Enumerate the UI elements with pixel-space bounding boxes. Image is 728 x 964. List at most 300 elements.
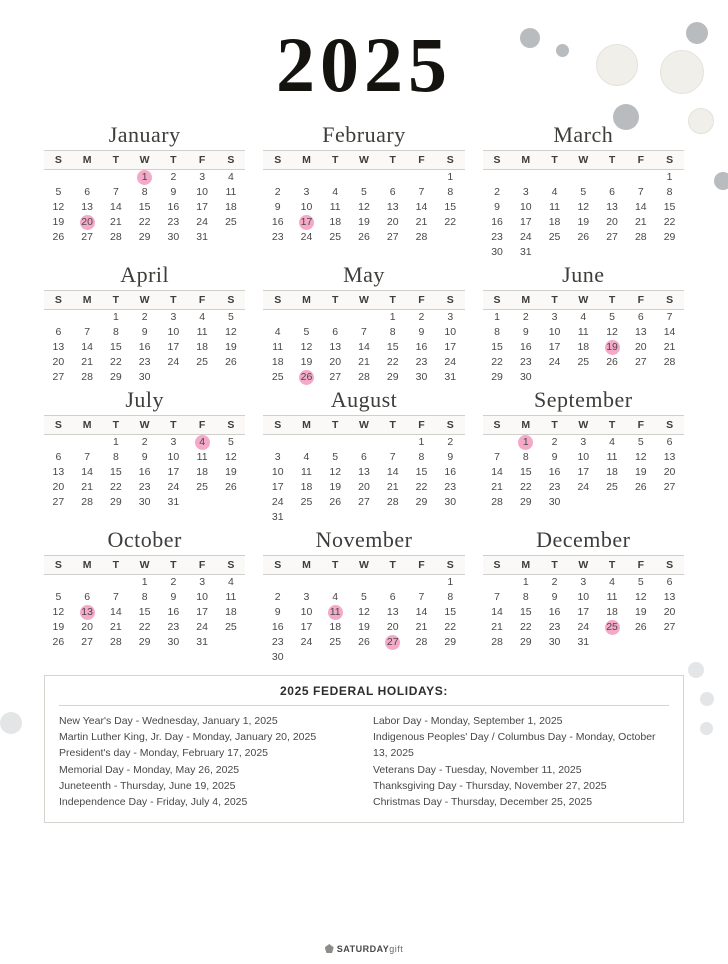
day-number: 22 bbox=[444, 215, 457, 228]
day-number: 11 bbox=[577, 325, 589, 338]
confetti-gray-1 bbox=[520, 28, 540, 48]
weekday-header: M bbox=[511, 290, 540, 309]
day-cell bbox=[598, 230, 627, 245]
day-number: 21 bbox=[491, 620, 503, 633]
day-number: 11 bbox=[225, 185, 237, 198]
day-cell bbox=[130, 215, 159, 230]
day-number: 30 bbox=[167, 230, 180, 243]
day-cell bbox=[159, 355, 188, 370]
day-cell bbox=[188, 620, 217, 635]
day-number: 18 bbox=[271, 355, 284, 368]
day-cell bbox=[159, 325, 188, 340]
day-number: 28 bbox=[663, 355, 676, 368]
day-cell bbox=[378, 185, 407, 200]
day-cell-empty bbox=[263, 169, 292, 185]
day-number: 1 bbox=[112, 310, 119, 323]
day-cell bbox=[44, 635, 73, 650]
day-cell bbox=[263, 340, 292, 355]
day-cell bbox=[350, 185, 379, 200]
day-cell bbox=[598, 480, 627, 495]
day-number: 14 bbox=[110, 605, 122, 618]
day-number: 31 bbox=[577, 635, 590, 648]
day-cell-empty bbox=[569, 370, 598, 385]
day-number: 27 bbox=[52, 370, 65, 383]
day-cell bbox=[73, 620, 102, 635]
day-number: 5 bbox=[227, 435, 234, 448]
day-cell bbox=[569, 590, 598, 605]
day-cell bbox=[188, 309, 217, 325]
weekday-header: T bbox=[598, 150, 627, 169]
day-number: 4 bbox=[609, 575, 615, 588]
day-cell bbox=[102, 230, 131, 245]
day-cell bbox=[655, 480, 684, 495]
weekday-header: W bbox=[569, 415, 598, 434]
weekday-header: W bbox=[130, 555, 159, 574]
week-row bbox=[263, 635, 464, 650]
day-number: 7 bbox=[494, 450, 500, 463]
day-cell bbox=[217, 434, 246, 450]
day-number: 26 bbox=[300, 370, 313, 383]
day-cell-empty bbox=[217, 230, 246, 245]
day-number: 12 bbox=[52, 605, 65, 618]
day-cell bbox=[263, 200, 292, 215]
day-cell bbox=[626, 185, 655, 200]
day-cell bbox=[483, 620, 512, 635]
day-cell bbox=[159, 450, 188, 465]
day-number: 25 bbox=[548, 230, 561, 243]
weekday-header: T bbox=[321, 415, 350, 434]
weekday-header: M bbox=[73, 555, 102, 574]
day-cell bbox=[483, 215, 512, 230]
day-cell-empty bbox=[626, 245, 655, 260]
day-number: 14 bbox=[663, 325, 676, 338]
day-number: 5 bbox=[361, 590, 367, 603]
day-number: 1 bbox=[112, 435, 119, 448]
day-cell bbox=[598, 200, 627, 215]
day-cell bbox=[655, 355, 684, 370]
day-number: 19 bbox=[52, 215, 65, 228]
day-cell bbox=[350, 465, 379, 480]
day-number: 5 bbox=[609, 310, 615, 323]
day-number: 1 bbox=[518, 435, 533, 450]
day-number: 20 bbox=[634, 340, 647, 353]
day-number: 28 bbox=[415, 635, 428, 648]
day-number: 4 bbox=[227, 575, 234, 588]
day-cell bbox=[483, 185, 512, 200]
week-row bbox=[263, 370, 464, 385]
day-cell bbox=[350, 635, 379, 650]
day-cell bbox=[130, 620, 159, 635]
weekday-header: T bbox=[102, 555, 131, 574]
day-cell bbox=[102, 480, 131, 495]
federal-holidays-box bbox=[44, 675, 684, 824]
week-row bbox=[263, 325, 464, 340]
day-cell bbox=[436, 590, 465, 605]
holiday-item: Thanksgiving Day - Thursday, November 27, 2025 bbox=[373, 779, 607, 792]
day-cell bbox=[102, 215, 131, 230]
day-number: 25 bbox=[300, 495, 313, 508]
day-cell bbox=[263, 215, 292, 230]
day-cell bbox=[511, 309, 540, 325]
day-number: 27 bbox=[663, 480, 676, 493]
day-cell bbox=[350, 620, 379, 635]
day-cell bbox=[159, 185, 188, 200]
week-row bbox=[483, 480, 684, 495]
day-cell bbox=[436, 325, 465, 340]
day-cell bbox=[130, 370, 159, 385]
day-cell bbox=[655, 590, 684, 605]
day-cell bbox=[655, 185, 684, 200]
day-cell bbox=[569, 340, 598, 355]
day-cell bbox=[540, 185, 569, 200]
day-number: 13 bbox=[329, 340, 342, 353]
day-cell bbox=[350, 200, 379, 215]
day-number: 9 bbox=[494, 200, 500, 213]
day-cell bbox=[321, 480, 350, 495]
month-name: May bbox=[343, 261, 385, 287]
day-number: 27 bbox=[386, 635, 399, 648]
day-number: 14 bbox=[491, 465, 503, 478]
day-cell bbox=[102, 635, 131, 650]
day-number: 13 bbox=[663, 590, 676, 603]
day-number: 10 bbox=[548, 325, 561, 338]
day-number: 1 bbox=[494, 310, 500, 323]
day-number: 8 bbox=[141, 590, 148, 603]
day-number: 2 bbox=[522, 310, 529, 323]
day-number: 5 bbox=[303, 325, 310, 338]
holiday-item: President's day - Monday, February 17, 2025 bbox=[59, 747, 269, 760]
day-cell bbox=[130, 325, 159, 340]
day-cell bbox=[436, 169, 465, 185]
day-cell-holiday bbox=[598, 620, 627, 635]
weekday-header: S bbox=[655, 555, 684, 574]
day-number: 16 bbox=[415, 340, 428, 353]
day-cell bbox=[511, 325, 540, 340]
week-row bbox=[263, 185, 464, 200]
weekday-header: T bbox=[159, 290, 188, 309]
day-number: 4 bbox=[195, 435, 210, 450]
day-cell-empty bbox=[626, 169, 655, 185]
day-number: 17 bbox=[548, 340, 561, 353]
day-number: 18 bbox=[196, 465, 208, 478]
day-cell bbox=[73, 185, 102, 200]
day-cell bbox=[292, 325, 321, 340]
day-number: 30 bbox=[444, 495, 457, 508]
day-cell bbox=[159, 620, 188, 635]
day-cell-empty bbox=[540, 169, 569, 185]
day-cell bbox=[511, 355, 540, 370]
day-number: 26 bbox=[577, 230, 590, 243]
day-cell bbox=[217, 200, 246, 215]
week-row bbox=[44, 325, 245, 340]
day-cell bbox=[73, 230, 102, 245]
day-cell bbox=[407, 480, 436, 495]
week-row bbox=[44, 309, 245, 325]
day-cell bbox=[540, 434, 569, 450]
day-number: 8 bbox=[522, 450, 529, 463]
day-number: 20 bbox=[606, 215, 618, 228]
day-cell bbox=[130, 200, 159, 215]
day-number: 24 bbox=[196, 215, 208, 228]
weekday-header: W bbox=[350, 555, 379, 574]
day-cell bbox=[483, 370, 512, 385]
weekday-header: T bbox=[159, 150, 188, 169]
day-number: 30 bbox=[519, 370, 532, 383]
day-cell-empty bbox=[350, 650, 379, 665]
day-number: 27 bbox=[606, 230, 618, 243]
day-cell bbox=[378, 465, 407, 480]
day-cell bbox=[292, 355, 321, 370]
day-number: 5 bbox=[580, 185, 587, 198]
day-number: 7 bbox=[361, 325, 367, 338]
weekday-header: T bbox=[159, 415, 188, 434]
day-number: 31 bbox=[444, 370, 457, 383]
day-cell-empty bbox=[44, 169, 73, 185]
day-number: 3 bbox=[274, 450, 281, 463]
day-number: 6 bbox=[332, 325, 339, 338]
day-cell bbox=[511, 605, 540, 620]
day-number: 27 bbox=[81, 635, 93, 648]
day-cell bbox=[159, 215, 188, 230]
day-number: 30 bbox=[491, 245, 503, 258]
day-number: 21 bbox=[415, 620, 428, 633]
day-number: 18 bbox=[225, 605, 237, 618]
day-cell bbox=[569, 480, 598, 495]
day-cell bbox=[407, 620, 436, 635]
day-number: 27 bbox=[634, 355, 647, 368]
weekday-header: S bbox=[483, 290, 512, 309]
day-cell bbox=[483, 355, 512, 370]
day-cell-empty bbox=[378, 510, 407, 525]
day-number: 20 bbox=[81, 215, 93, 228]
day-cell bbox=[511, 480, 540, 495]
day-number: 26 bbox=[52, 635, 65, 648]
weekday-header: T bbox=[378, 290, 407, 309]
holiday-item: Christmas Day - Thursday, December 25, 2025 bbox=[373, 796, 593, 809]
day-number: 23 bbox=[491, 230, 503, 243]
day-number: 26 bbox=[634, 620, 647, 633]
day-cell bbox=[130, 605, 159, 620]
day-cell bbox=[263, 185, 292, 200]
day-cell bbox=[130, 590, 159, 605]
day-cell bbox=[263, 620, 292, 635]
day-cell bbox=[321, 450, 350, 465]
day-cell bbox=[292, 230, 321, 245]
day-cell bbox=[598, 434, 627, 450]
day-number: 17 bbox=[577, 465, 590, 478]
day-number: 12 bbox=[358, 605, 370, 618]
week-row bbox=[483, 230, 684, 245]
day-number: 19 bbox=[606, 340, 618, 353]
week-row bbox=[483, 355, 684, 370]
day-number: 24 bbox=[548, 355, 561, 368]
day-cell-empty bbox=[436, 230, 465, 245]
day-number: 19 bbox=[358, 215, 370, 228]
day-number: 15 bbox=[110, 465, 122, 478]
week-row bbox=[483, 215, 684, 230]
day-cell bbox=[102, 434, 131, 450]
day-cell-empty bbox=[292, 650, 321, 665]
week-row bbox=[483, 465, 684, 480]
day-cell-empty bbox=[350, 574, 379, 590]
day-cell bbox=[130, 450, 159, 465]
day-cell bbox=[407, 590, 436, 605]
day-number: 29 bbox=[138, 635, 151, 648]
day-cell bbox=[292, 635, 321, 650]
day-cell bbox=[321, 185, 350, 200]
day-number: 19 bbox=[577, 215, 590, 228]
day-cell-empty bbox=[378, 574, 407, 590]
day-cell-empty bbox=[378, 650, 407, 665]
day-number: 22 bbox=[491, 355, 503, 368]
day-number: 24 bbox=[444, 355, 457, 368]
week-row bbox=[263, 309, 464, 325]
week-row bbox=[483, 245, 684, 260]
day-number: 15 bbox=[663, 200, 676, 213]
day-cell bbox=[188, 480, 217, 495]
day-cell bbox=[130, 309, 159, 325]
day-number: 20 bbox=[52, 480, 65, 493]
day-cell bbox=[350, 480, 379, 495]
weekday-header: W bbox=[350, 150, 379, 169]
day-cell bbox=[483, 309, 512, 325]
day-cell bbox=[511, 340, 540, 355]
day-cell bbox=[626, 450, 655, 465]
weekday-header: T bbox=[378, 555, 407, 574]
day-cell bbox=[159, 169, 188, 185]
day-number: 23 bbox=[519, 355, 532, 368]
day-cell bbox=[263, 650, 292, 665]
day-number: 20 bbox=[358, 480, 370, 493]
day-cell bbox=[540, 200, 569, 215]
day-number: 26 bbox=[634, 480, 647, 493]
day-number: 30 bbox=[271, 650, 284, 663]
day-cell bbox=[159, 605, 188, 620]
day-cell bbox=[44, 215, 73, 230]
day-cell bbox=[407, 355, 436, 370]
day-cell bbox=[378, 355, 407, 370]
day-number: 3 bbox=[580, 435, 587, 448]
week-row bbox=[44, 200, 245, 215]
week-row bbox=[263, 450, 464, 465]
day-number: 11 bbox=[196, 450, 208, 463]
day-number: 13 bbox=[634, 325, 647, 338]
day-cell-empty bbox=[321, 650, 350, 665]
day-cell-empty bbox=[292, 434, 321, 450]
day-number: 25 bbox=[577, 355, 590, 368]
day-cell-empty bbox=[655, 495, 684, 510]
day-number: 9 bbox=[418, 325, 425, 338]
day-number: 11 bbox=[272, 340, 284, 353]
weekday-header: S bbox=[436, 555, 465, 574]
day-number: 12 bbox=[329, 465, 342, 478]
day-cell bbox=[655, 434, 684, 450]
weekday-header: F bbox=[188, 555, 217, 574]
day-cell-empty bbox=[263, 434, 292, 450]
weekday-header: T bbox=[540, 555, 569, 574]
day-cell bbox=[626, 230, 655, 245]
day-cell bbox=[483, 340, 512, 355]
day-cell bbox=[130, 480, 159, 495]
day-number: 26 bbox=[225, 355, 237, 368]
holiday-item: Independence Day - Friday, July 4, 2025 bbox=[59, 796, 248, 809]
day-cell bbox=[321, 215, 350, 230]
day-cell bbox=[44, 185, 73, 200]
holiday-item: New Year's Day - Wednesday, January 1, 2025 bbox=[59, 714, 278, 727]
day-cell bbox=[540, 480, 569, 495]
confetti-gray-3 bbox=[686, 22, 708, 44]
day-number: 20 bbox=[386, 620, 399, 633]
day-cell-empty bbox=[655, 635, 684, 650]
day-number: 14 bbox=[358, 340, 370, 353]
week-row bbox=[44, 590, 245, 605]
day-cell-holiday bbox=[130, 169, 159, 185]
day-number: 16 bbox=[519, 340, 532, 353]
day-cell bbox=[217, 355, 246, 370]
day-cell bbox=[188, 230, 217, 245]
holidays-title: 2025 FEDERAL HOLIDAYS: bbox=[59, 684, 669, 706]
day-number: 24 bbox=[577, 480, 590, 493]
confetti-gray-4 bbox=[613, 104, 639, 130]
confetti-gray-7 bbox=[688, 662, 704, 678]
day-number: 3 bbox=[170, 310, 177, 323]
day-cell bbox=[130, 495, 159, 510]
confetti-gray-6 bbox=[0, 712, 22, 734]
day-cell bbox=[73, 200, 102, 215]
week-row bbox=[483, 340, 684, 355]
weekday-header: T bbox=[159, 555, 188, 574]
day-cell bbox=[569, 574, 598, 590]
day-cell bbox=[217, 620, 246, 635]
day-number: 20 bbox=[663, 605, 676, 618]
day-number: 19 bbox=[52, 620, 65, 633]
day-number: 14 bbox=[81, 340, 93, 353]
day-number: 18 bbox=[577, 340, 590, 353]
day-cell bbox=[569, 635, 598, 650]
day-number: 23 bbox=[271, 230, 284, 243]
day-number: 21 bbox=[110, 215, 122, 228]
day-number: 3 bbox=[580, 575, 587, 588]
day-cell bbox=[217, 480, 246, 495]
day-cell bbox=[655, 340, 684, 355]
day-cell bbox=[321, 200, 350, 215]
weekday-header: M bbox=[73, 150, 102, 169]
day-cell bbox=[569, 185, 598, 200]
weekday-header: T bbox=[321, 150, 350, 169]
day-number: 28 bbox=[358, 370, 370, 383]
month-january bbox=[44, 122, 245, 260]
day-number: 17 bbox=[196, 605, 208, 618]
day-cell-holiday bbox=[598, 340, 627, 355]
day-number: 2 bbox=[274, 185, 281, 198]
day-cell bbox=[188, 340, 217, 355]
week-row bbox=[263, 650, 464, 665]
day-cell-empty bbox=[569, 169, 598, 185]
week-row bbox=[44, 434, 245, 450]
day-cell bbox=[407, 340, 436, 355]
day-cell bbox=[188, 465, 217, 480]
weekday-header: F bbox=[407, 150, 436, 169]
month-name: February bbox=[322, 121, 406, 147]
day-cell bbox=[511, 450, 540, 465]
day-number: 10 bbox=[167, 325, 180, 338]
confetti-gray-2 bbox=[556, 44, 569, 57]
week-row bbox=[44, 574, 245, 590]
month-november bbox=[263, 527, 464, 665]
day-cell bbox=[511, 185, 540, 200]
weekday-header: W bbox=[130, 415, 159, 434]
day-cell-empty bbox=[73, 169, 102, 185]
